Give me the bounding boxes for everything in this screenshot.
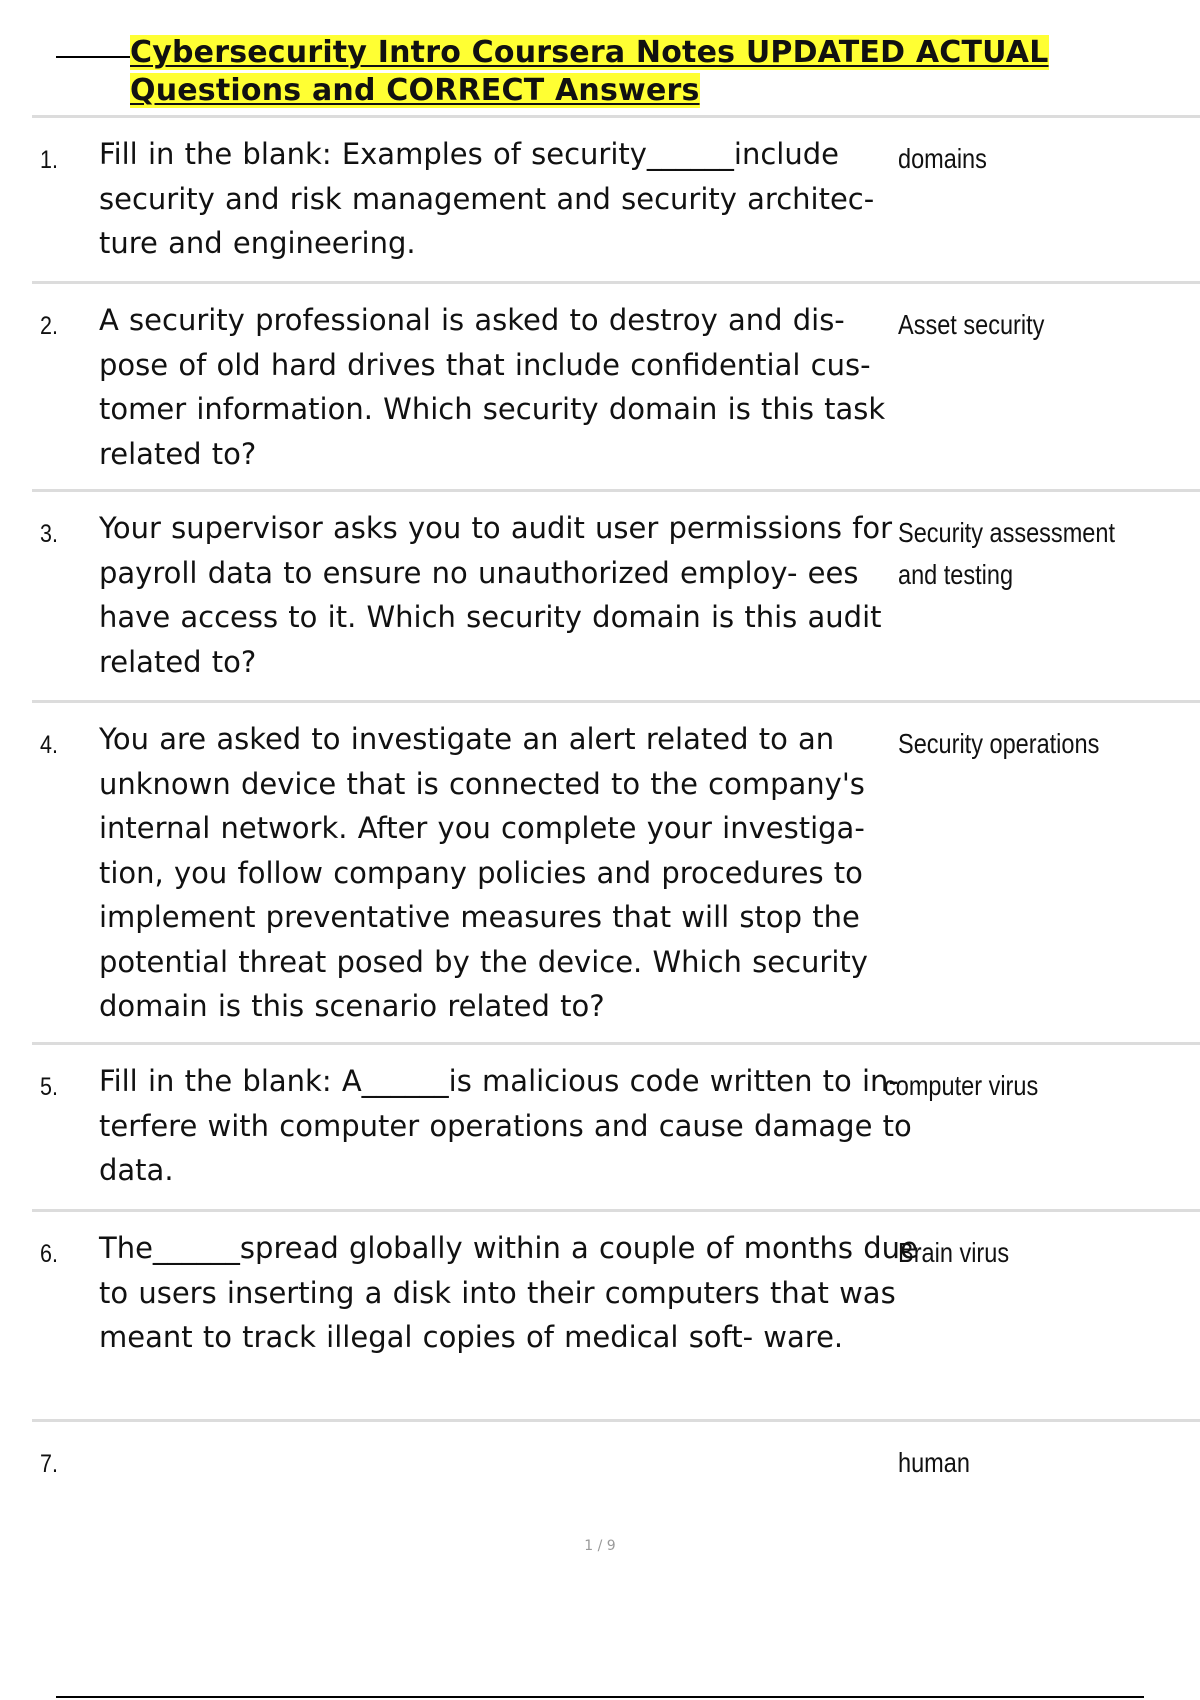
qa-row [32,281,1200,489]
question-text: The______spread globally within a couple of months due to users inserting a disk into their computers that was meant to track illegal copies of medical soft- ware. [99,1231,918,1354]
answer-text: Brain virus [898,1237,1010,1268]
question-text: Your supervisor asks you to audit user permissions for payroll data to ensure no unauthorized employ- ees have access to it. Which security domain is this audit related to? [99,511,893,679]
question-text: Fill in the blank: A______is malicious code written to in- terfere with computer operations and cause damage to data. [99,1064,912,1187]
question-number: 4. [40,731,58,759]
document-title-text: Cybersecurity Intro Coursera Notes UPDATED ACTUAL Questions and CORRECT Answers [130,35,1049,108]
qa-row [32,700,1200,1042]
question-number: 6. [40,1240,58,1268]
answer-text: domains [898,143,987,174]
question-text: Fill in the blank: Examples of security______include security and risk management and security architec- ture and engineering. [99,137,875,260]
qa-row [32,1209,1200,1419]
title-leading-rule [56,56,130,58]
qa-row [32,1419,1200,1542]
answer-text: computer virus [884,1070,1039,1101]
qa-list [32,115,1200,1542]
answer-text: Security assessment and testing [898,517,1115,590]
qa-row [32,115,1200,281]
question-number: 1. [40,146,58,174]
question-text: You are asked to investigate an alert related to an unknown device that is connected to the company's internal network. After you complete your investiga- tion, you follow company policies and procedures to implement preventative measures that will stop the potential threat posed by the device. Which security domain is this scenario related to? [99,722,868,1023]
qa-row [32,1042,1200,1209]
question-text: A security professional is asked to destroy and dis- pose of old hard drives that include confidential cus- tomer information. Which security domain is this task related to? [99,303,886,471]
answer-text: Asset security [898,309,1045,340]
page-indicator: 1 / 9 [584,1538,616,1554]
answer-text: human [898,1447,970,1478]
question-number: 3. [40,520,58,548]
answer-text: Security operations [898,728,1100,759]
document-header [56,34,1176,110]
document-title [130,34,1176,110]
question-number: 2. [40,312,58,340]
question-number: 5. [40,1073,58,1101]
footer-rule [56,1696,1144,1698]
question-number: 7. [40,1450,58,1478]
qa-row [32,489,1200,700]
